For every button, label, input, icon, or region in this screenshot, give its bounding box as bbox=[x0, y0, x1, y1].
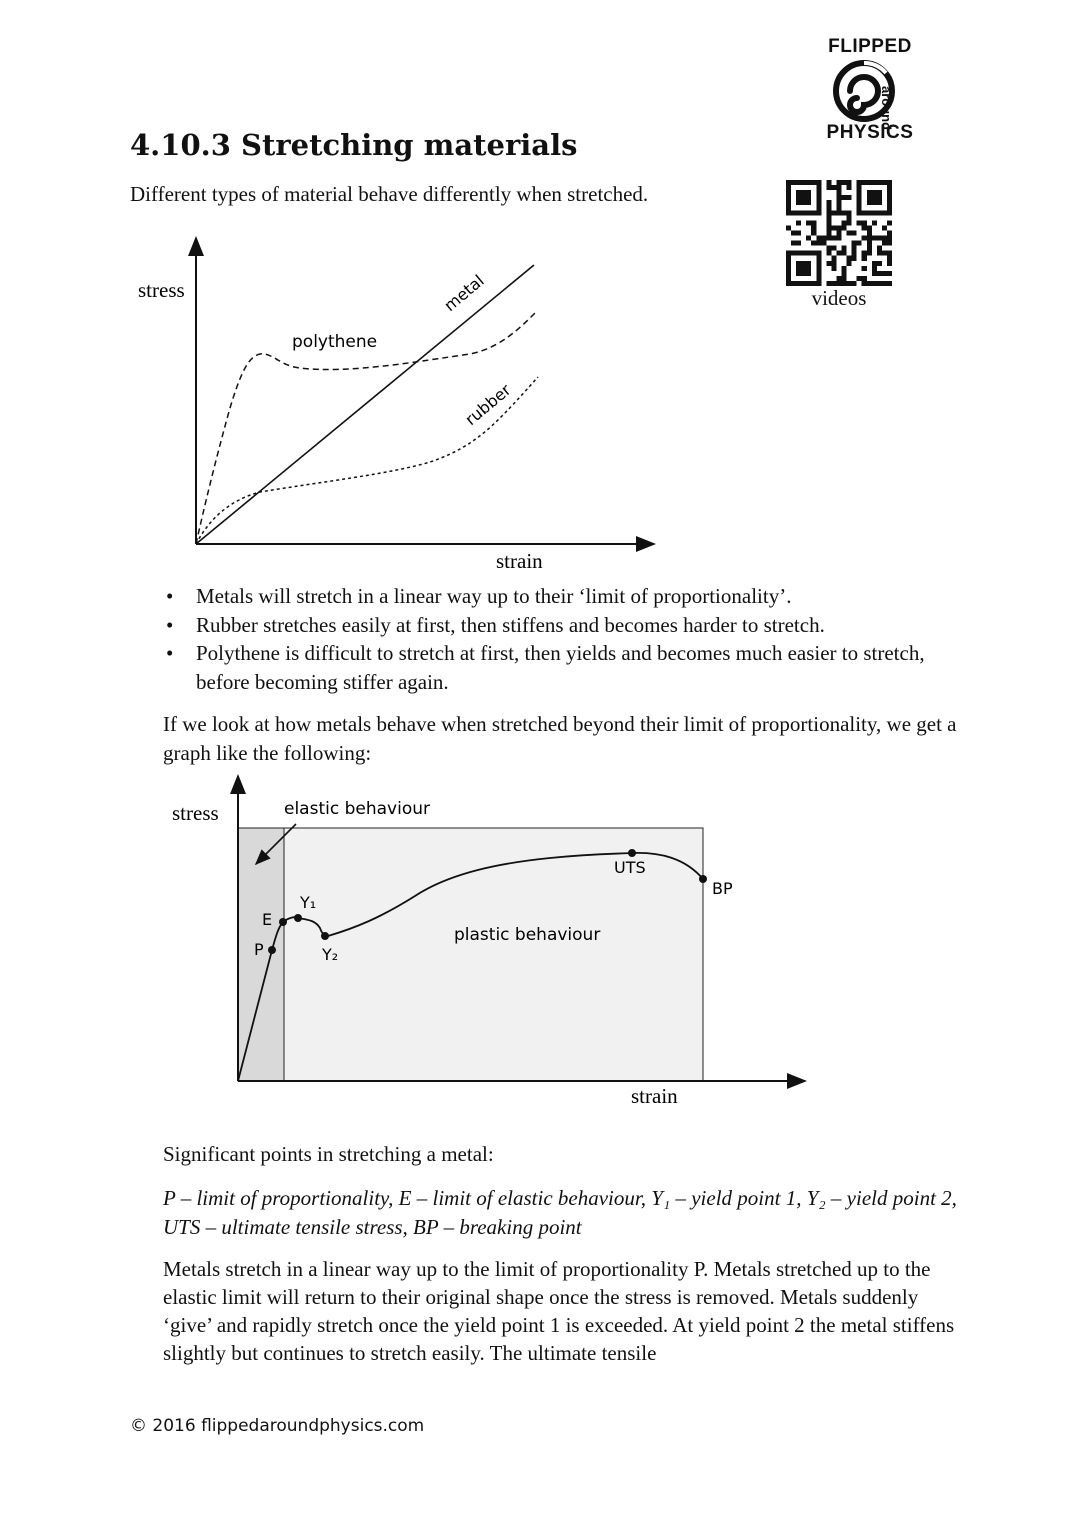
materials-stress-strain-chart bbox=[120, 228, 680, 580]
plastic-behaviour-label: plastic behaviour bbox=[454, 925, 601, 945]
copyright-footer: © 2016 flippedaroundphysics.com bbox=[130, 1416, 425, 1436]
y-axis-label: stress bbox=[172, 801, 219, 825]
point-p-label: P bbox=[254, 940, 264, 959]
point-y1-marker bbox=[294, 914, 302, 922]
rubber-label: rubber bbox=[461, 380, 515, 430]
metals-intro-paragraph: If we look at how metals behave when stretched beyond their limit of proportionality, we get a graph like the following: bbox=[163, 712, 957, 765]
polythene-label: polythene bbox=[292, 332, 378, 352]
point-bp-label: BP bbox=[712, 879, 733, 898]
bullet-icon: • bbox=[166, 641, 174, 665]
bullet-item-polythene bbox=[130, 639, 950, 696]
material-bullet-list bbox=[130, 582, 950, 696]
x-axis-label: strain bbox=[496, 549, 543, 573]
point-uts-label: UTS bbox=[614, 858, 646, 877]
point-uts-marker bbox=[628, 849, 636, 857]
logo-bottom-word: PHYSICS bbox=[826, 122, 914, 143]
bullet-text: Rubber stretches easily at first, then stiffens and becomes harder to stretch. bbox=[196, 612, 825, 637]
y-axis-label: stress bbox=[138, 278, 185, 302]
bullet-text: Metals will stretch in a linear way up to their ‘limit of proportionality’. bbox=[196, 584, 792, 608]
point-bp-marker bbox=[699, 875, 707, 883]
point-y1-label: Y₁ bbox=[300, 893, 317, 912]
point-y2-label: Y₂ bbox=[322, 945, 339, 964]
flipped-physics-logo bbox=[822, 36, 918, 146]
intro-text: Different types of material behave differently when stretched. bbox=[130, 182, 649, 206]
bullet-item-rubber bbox=[130, 611, 950, 640]
metal-stress-strain-chart bbox=[150, 768, 830, 1118]
qr-caption: videos bbox=[811, 286, 867, 310]
point-e-label: E bbox=[262, 910, 273, 929]
point-y2-marker bbox=[321, 932, 329, 940]
swirl-icon bbox=[828, 58, 912, 124]
metal-label: metal bbox=[440, 270, 488, 316]
qr-code[interactable] bbox=[786, 180, 892, 286]
bullet-text: Polythene is difficult to stretch at first, then yields and becomes much easier to stretch, before becoming stiffer again. bbox=[196, 641, 925, 694]
significant-points-heading: Significant points in stretching a metal: bbox=[163, 1142, 494, 1166]
elastic-behaviour-label: elastic behaviour bbox=[284, 799, 430, 819]
bullet-icon: • bbox=[166, 612, 174, 637]
section-title: 4.10.3 Stretching materials bbox=[130, 128, 578, 162]
significant-points-list: P – limit of proportionality, E – limit of elastic behaviour, Y₁ – yield point 1, Y₂ – yield point 2, UTS – ultimate tensile stress, BP – breaking point bbox=[163, 1186, 957, 1239]
bullet-item-metal bbox=[130, 582, 950, 611]
metals-explanation-paragraph: Metals stretch in a linear way up to the limit of proportionality P. Metals stretched up to the elastic limit will return to their original shape once the stress is removed. Metals suddenly ‘give’ and rapidly stretch once the yield point 1 is exceeded. At yield point 2 the metal stiffens slightly but continues to stretch easily. The ultimate tensile bbox=[163, 1257, 955, 1365]
logo-top-word: FLIPPED bbox=[828, 36, 912, 57]
bullet-icon: • bbox=[166, 584, 174, 608]
point-p-marker bbox=[268, 946, 276, 954]
point-e-marker bbox=[279, 918, 287, 926]
x-axis-label: strain bbox=[631, 1084, 678, 1108]
logo-side-word: around bbox=[879, 86, 894, 131]
